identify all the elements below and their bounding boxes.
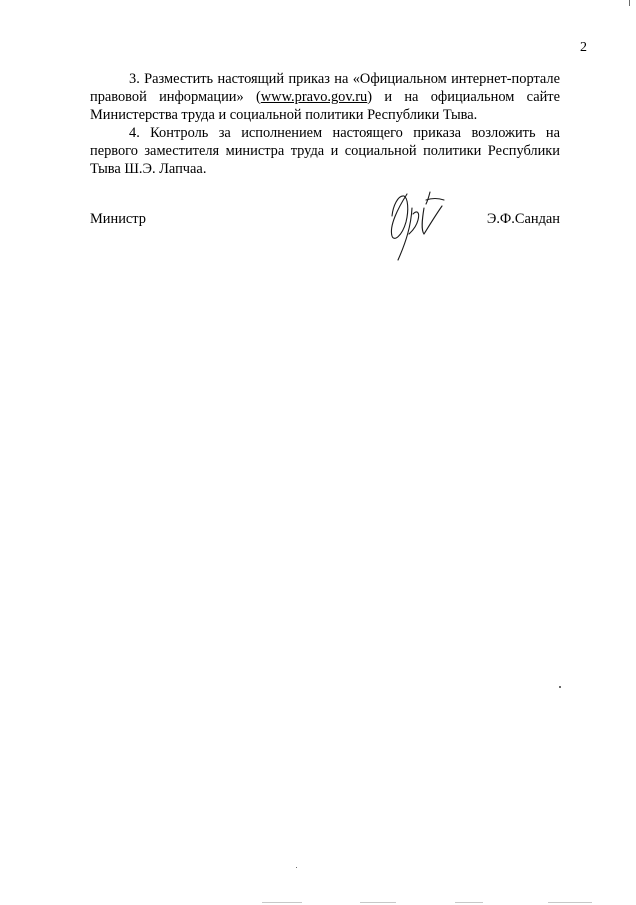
scan-speck [455, 902, 483, 903]
scan-speck [360, 902, 396, 903]
scan-speck [262, 902, 302, 903]
scan-speck [548, 902, 592, 903]
page-number: 2 [580, 40, 587, 55]
signer-name: Э.Ф.Сандан [486, 211, 560, 227]
paragraph-publication-text-start: 3. Разместить настоящий приказ на «Официальном интернет-портале правовой информации» ( [90, 71, 560, 105]
signature-block [90, 200, 560, 280]
scan-speck [559, 686, 561, 688]
paragraph-publication [90, 70, 560, 124]
paragraph-publication-text-end: ) и на официальном сайте Министерства труда и социальной политики Республики Тыва. [90, 89, 560, 123]
paragraph-control: 4. Контроль за исполнением настоящего приказа возложить на первого заместителя министра труда и социальной политики Республики Тыва Ш.Э. Лапчаа. [90, 125, 560, 177]
signer-position: Министр [90, 211, 146, 227]
handwritten-signature-icon [380, 186, 460, 262]
document-body [90, 70, 560, 178]
scan-speck [296, 867, 297, 868]
scan-speck [629, 0, 630, 6]
pravo-gov-link[interactable]: www.pravo.gov.ru [260, 89, 368, 105]
